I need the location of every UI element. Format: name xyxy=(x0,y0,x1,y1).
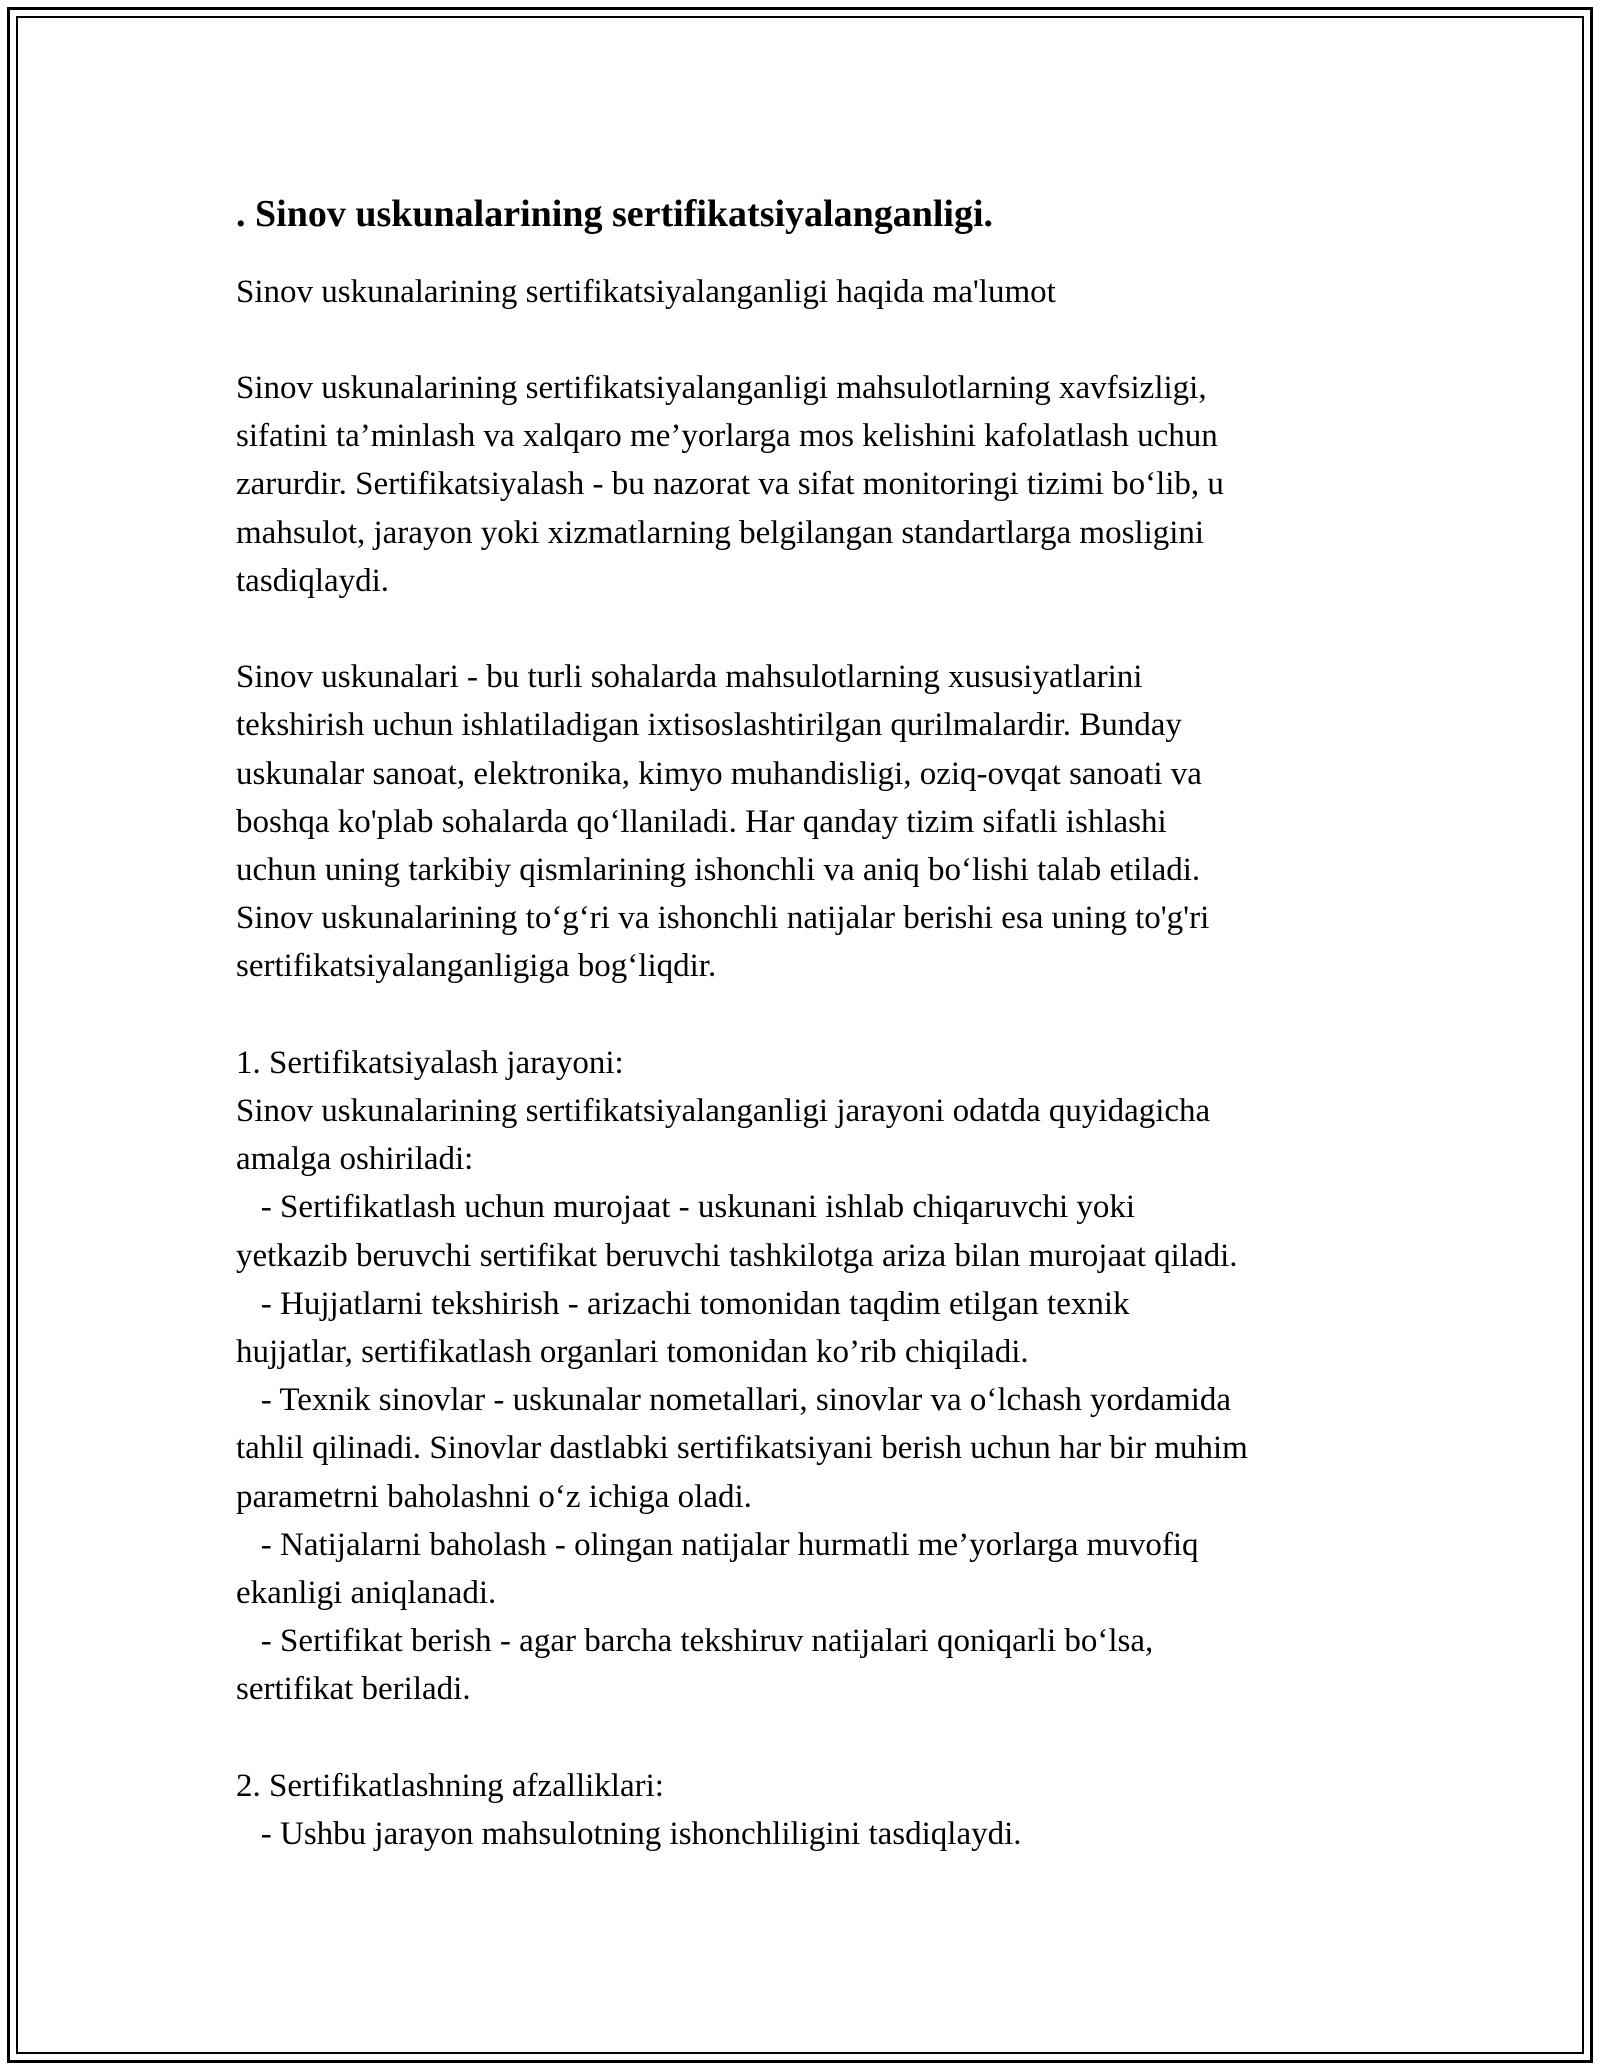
text-line: sertifikat beriladi. xyxy=(236,1671,471,1708)
text-line: parametrni baholashni o‘z ichiga oladi. xyxy=(236,1478,752,1515)
document-body xyxy=(236,190,1366,1906)
text-line: Sinov uskunalarining sertifikatsiyalanganligi jarayoni odatda quyidagicha xyxy=(236,1093,1211,1130)
text-line: zarurdir. Sertifikatsiyalash - bu nazorat va sifat monitoringi tizimi bo‘lib, u xyxy=(236,466,1224,503)
text-line: Sinov uskunalarining to‘g‘ri va ishonchli natijalar berishi esa uning to'g'ri xyxy=(236,900,1210,937)
section-heading: 1. Sertifikatsiyalash jarayoni: xyxy=(236,1044,624,1081)
list-item: - Sertifikat berish - agar barcha tekshiruv natijalari qoniqarli bo‘lsa, xyxy=(236,1623,1154,1660)
text-line: tahlil qilinadi. Sinovlar dastlabki sertifikatsiyani berish uchun har bir muhim xyxy=(236,1430,1248,1467)
text-line: Sinov uskunalari - bu turli sohalarda mahsulotlarning xususiyatlarini xyxy=(236,659,1143,696)
list-item: - Texnik sinovlar - uskunalar nometallari, sinovlar va o‘lchash yordamida xyxy=(236,1382,1232,1419)
document-subtitle: Sinov uskunalarining sertifikatsiyalanganligi haqida ma'lumot xyxy=(236,274,1056,310)
document-title: . Sinov uskunalarining sertifikatsiyalanganligi. xyxy=(236,193,994,235)
list-item: - Sertifikatlash uchun murojaat - uskunani ishlab chiqaruvchi yoki xyxy=(236,1189,1136,1226)
list-item: - Natijalarni baholash - olingan natijalar hurmatli me’yorlarga muvofiq xyxy=(236,1526,1199,1563)
list-item: - Ushbu jarayon mahsulotning ishonchliligini tasdiqlaydi. xyxy=(236,1816,1022,1853)
paragraph-intro xyxy=(236,364,1366,605)
text-line: boshqa ko'plab sohalarda qo‘llaniladi. Har qanday tizim sifatli ishlashi xyxy=(236,803,1167,840)
paragraph-equipment xyxy=(236,653,1366,990)
text-line: uchun uning tarkibiy qismlarining ishonchli va aniq bo‘lishi talab etiladi. xyxy=(236,852,1201,889)
text-line: uskunalar sanoat, elektronika, kimyo muhandisligi, oziq-ovqat sanoati va xyxy=(236,755,1202,792)
section-certification-advantages xyxy=(236,1762,1366,1858)
text-line: Sinov uskunalarining sertifikatsiyalanganligi mahsulotlarning xavfsizligi, xyxy=(236,370,1207,406)
text-line: sifatini ta’minlash va xalqaro me’yorlarga mos kelishini kafolatlash uchun xyxy=(236,418,1218,455)
text-line: sertifikatsiyalanganligiga bog‘liqdir. xyxy=(236,948,717,985)
text-line: mahsulot, jarayon yoki xizmatlarning belgilangan standartlarga mosligini xyxy=(236,514,1205,551)
text-line: hujjatlar, sertifikatlash organlari tomonidan ko’rib chiqiladi. xyxy=(236,1334,1029,1371)
section-heading: 2. Sertifikatlashning afzalliklari: xyxy=(236,1767,664,1804)
text-line: ekanligi aniqlanadi. xyxy=(236,1575,497,1612)
text-line: tasdiqlaydi. xyxy=(236,562,390,599)
text-line: tekshirish uchun ishlatiladigan ixtisoslashtirilgan qurilmalardir. Bunday xyxy=(236,707,1182,744)
section-certification-process xyxy=(236,1039,1366,1714)
text-line: yetkazib beruvchi sertifikat beruvchi tashkilotga ariza bilan murojaat qiladi. xyxy=(236,1237,1238,1274)
list-item: - Hujjatlarni tekshirish - arizachi tomonidan taqdim etilgan texnik xyxy=(236,1285,1130,1322)
text-line: amalga oshiriladi: xyxy=(236,1141,474,1178)
